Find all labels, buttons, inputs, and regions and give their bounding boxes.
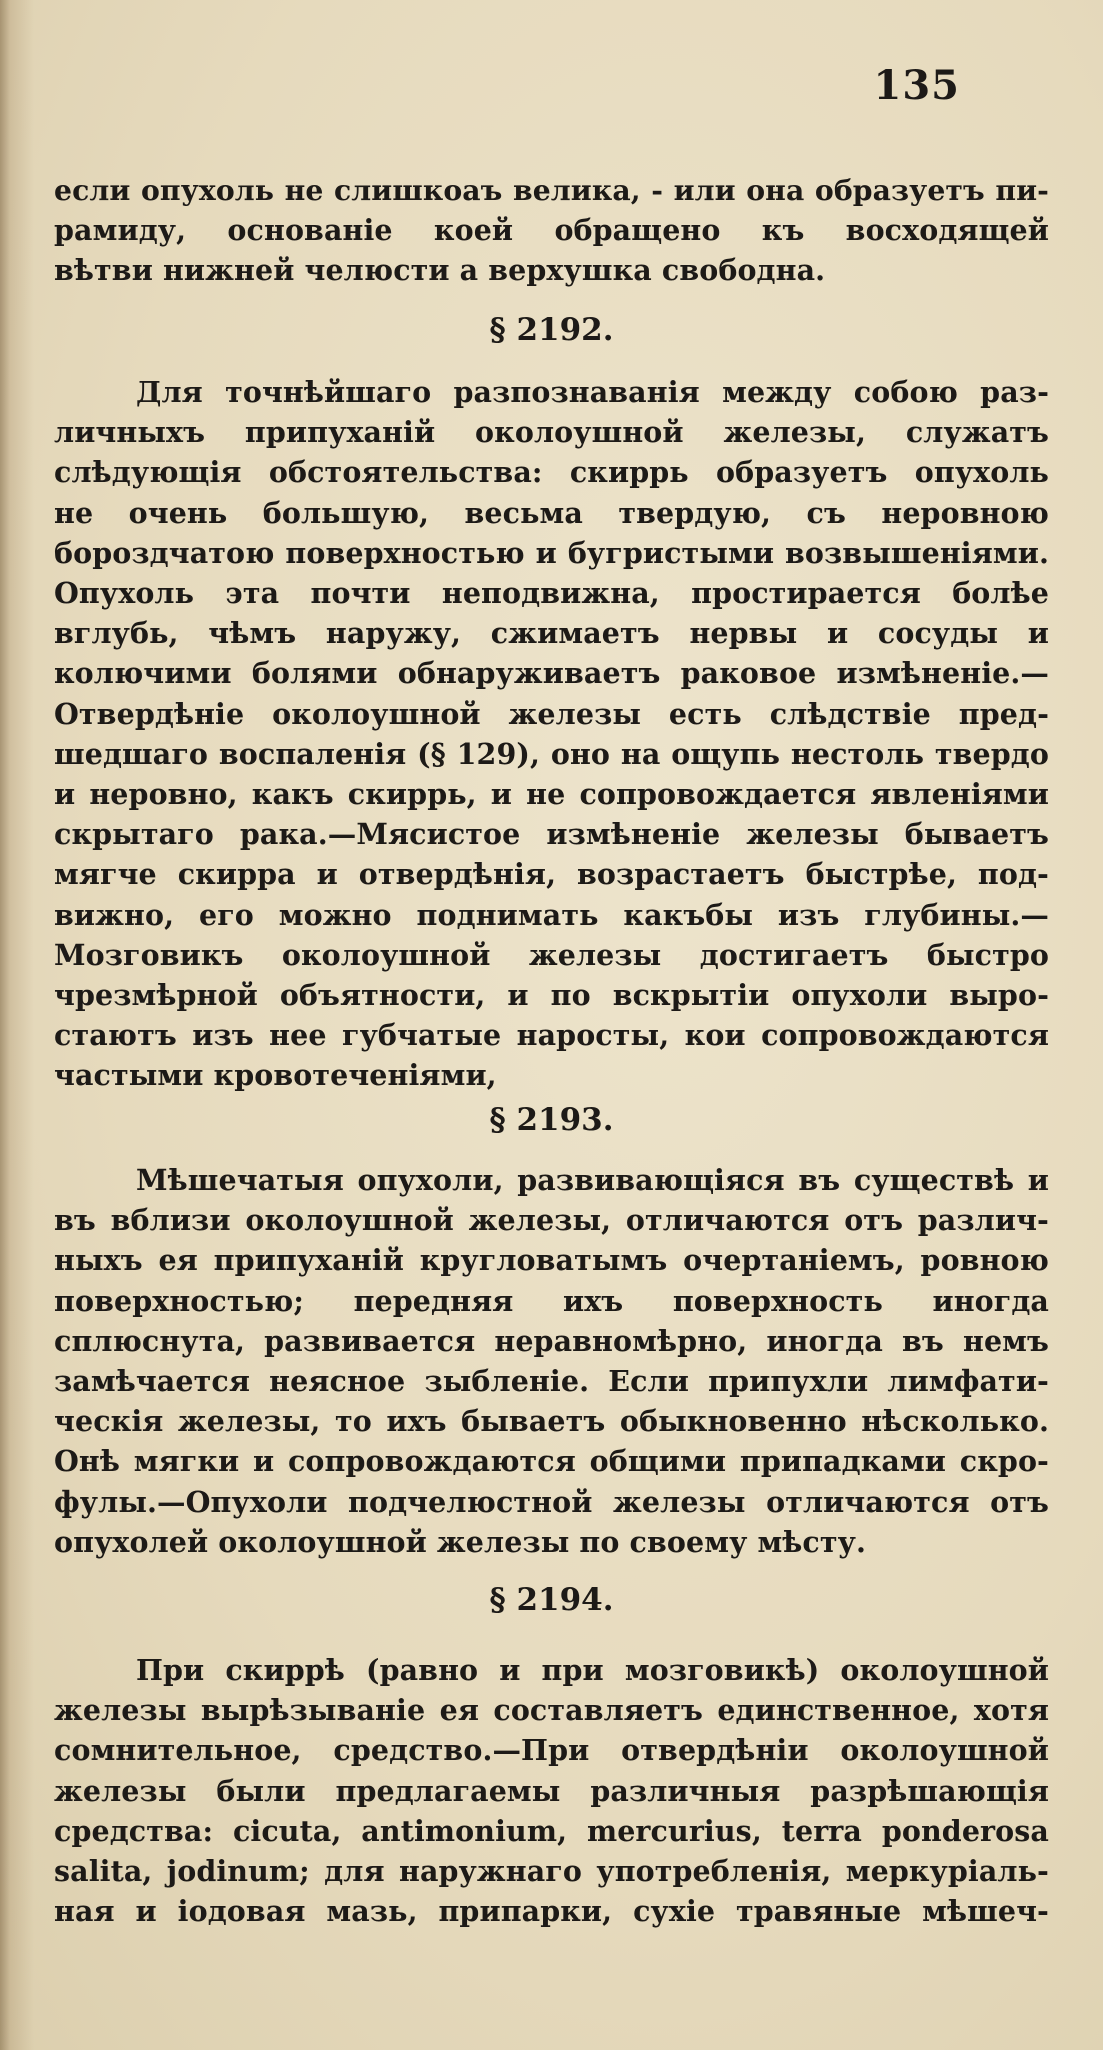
text-line: железы были предлагаемы различныя разрѣшающія (54, 1773, 1049, 1808)
text-line: ныхъ ея припуханій кругловатымъ очертаніемъ, ровною (54, 1243, 1049, 1278)
paragraph-2193 (54, 1160, 1049, 1562)
text-line: поверхностью; передняя ихъ поверхность иногда (54, 1283, 1049, 1318)
text-line: Отвердѣніе околоушной железы есть слѣдствіе пред- (54, 696, 1049, 731)
text-line: Для точнѣйшаго разпознаванія между собою раз- (136, 375, 1049, 409)
text-line: Онѣ мягки и сопровождаются общими припадками скро- (54, 1444, 1049, 1479)
text-line: личныхъ припуханій околоушной железы, служатъ (54, 415, 1049, 450)
text-line: шедшаго воспаленія (§ 129), оно на ощупь нестоль твердо (54, 736, 1049, 771)
text-line: ческія железы, то ихъ бываетъ обыкновенно нѣсколько. (54, 1404, 1049, 1439)
text-line: частыми кровотеченіями, (54, 1058, 497, 1093)
text-line: При скиррѣ (равно и при мозговикѣ) околоушной (136, 1653, 1049, 1687)
text-line: если опухоль не слишкоаъ велика, - или она образуетъ пи- (54, 173, 1049, 207)
text-line: сомнительное, средство.—При отвердѣніи околоушной (54, 1733, 1049, 1768)
text-line: въ вблизи околоушной железы, отличаются отъ различ- (54, 1203, 1049, 1238)
text-line: опухолей околоушной железы по своему мѣсту. (54, 1524, 867, 1559)
text-line: мягче скирра и отвердѣнія, возрастаетъ быстрѣе, под- (54, 857, 1049, 892)
text-line: слѣдующія обстоятельства: скиррь образуетъ опухоль (54, 455, 1049, 490)
section-heading-2194: § 2194. (489, 1582, 614, 1618)
text-line: колючими болями обнаруживаетъ раковое измѣненіе.— (54, 656, 1049, 691)
text-line: скрытаго рака.—Мясистое измѣненіе железы бываетъ (54, 817, 1049, 852)
paragraph-2192 (54, 372, 1049, 1096)
text-line: не очень большую, весьма твердую, съ неровною (54, 495, 1049, 530)
text-line: Мозговикъ околоушной железы достигаетъ быстро (54, 937, 1049, 972)
text-line: salita, jodinum; для наружнаго употребленія, меркуріаль- (54, 1854, 1049, 1889)
page-number: 135 (873, 62, 960, 109)
text-line: фулы.—Опухоли подчелюстной железы отличаются отъ (54, 1484, 1049, 1519)
text-line: Мѣшечатыя опухоли, развивающіяся въ существѣ и (136, 1163, 1049, 1197)
text-line: железы вырѣзываніе ея составляетъ единственное, хотя (54, 1693, 1049, 1728)
text-line: Опухоль эта почти неподвижна, простирается болѣе (54, 576, 1049, 611)
paragraph-2194 (54, 1650, 1049, 1931)
section-heading-2192: § 2192. (489, 312, 614, 348)
text-line: рамиду, основаніе коей обращено къ восходящей (54, 213, 1049, 248)
text-line: средства: cicuta, antimonium, mercurius, terra ponderosa (54, 1813, 1049, 1848)
text-line: замѣчается неясное зыбленіе. Если припухли лимфати- (54, 1364, 1049, 1399)
text-line: чрезмѣрной объятности, и по вскрытіи опухоли выро- (54, 978, 1049, 1013)
text-line: вижно, его можно поднимать какъбы изъ глубины.— (54, 897, 1049, 932)
text-line: бороздчатою поверхностью и бугристыми возвышеніями. (54, 535, 1049, 570)
text-line: и неровно, какъ скиррь, и не сопровождается явленіями (54, 777, 1049, 812)
paragraph-continuation (54, 170, 1049, 291)
text-line: сплюснута, развивается неравномѣрно, иногда въ немъ (54, 1323, 1049, 1358)
text-line: вѣтви нижней челюсти а верхушка свободна. (54, 253, 826, 288)
text-line: стаютъ изъ нее губчатые наросты, кои сопровождаются (54, 1018, 1049, 1053)
section-heading-2193: § 2193. (489, 1102, 614, 1138)
text-line: вглубь, чѣмъ наружу, сжимаетъ нервы и сосуды и (54, 616, 1049, 651)
text-line: ная и іодовая мазь, припарки, сухіе травяные мѣшеч- (54, 1894, 1049, 1929)
